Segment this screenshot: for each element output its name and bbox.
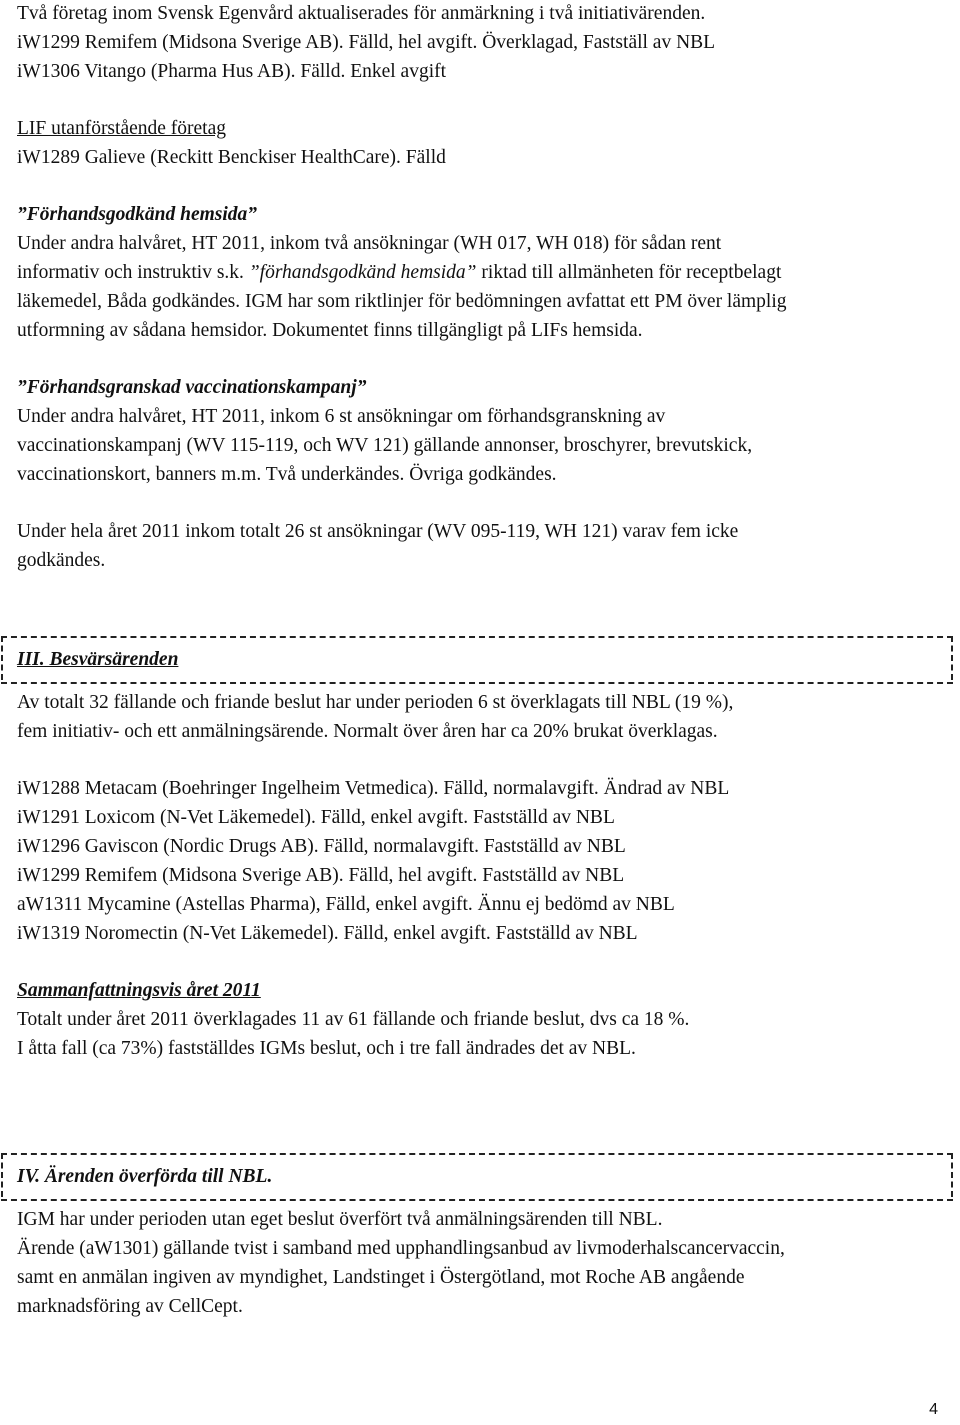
- list-item: aW1311 Mycamine (Astellas Pharma), Fälld, enkel avgift. Ännu ej bedömd av NBL: [17, 894, 675, 915]
- section-subheading: [17, 980, 261, 1002]
- list-item: iW1291 Loxicom (N-Vet Läkemedel). Fälld, enkel avgift. Fastställd av NBL: [17, 807, 615, 828]
- text-line: iW1306 Vitango (Pharma Hus AB). Fälld. Enkel avgift: [17, 61, 447, 82]
- text-line: samt en anmälan ingiven av myndighet, Landstinget i Östergötland, mot Roche AB angående: [17, 1267, 745, 1288]
- text-line: Två företag inom Svensk Egenvård aktualiserades för anmärkning i två initiativärenden.: [17, 3, 706, 24]
- section-heading: IV. Ärenden överförda till NBL.: [17, 1166, 273, 1187]
- list-item: iW1288 Metacam (Boehringer Ingelheim Vetmedica). Fälld, normalavgift. Ändrad av NBL: [17, 778, 730, 799]
- section-heading: III. Besvärsärenden: [17, 649, 179, 670]
- text-line: Av totalt 32 fällande och friande beslut har under perioden 6 st överklagats till NBL (19 %),: [17, 692, 734, 713]
- text-line: I åtta fall (ca 73%) fastställdes IGMs beslut, och i tre fall ändrades det av NBL.: [17, 1038, 636, 1059]
- text-line: Under andra halvåret, HT 2011, inkom 6 st ansökningar om förhandsgranskning av: [17, 406, 666, 427]
- list-item: iW1299 Remifem (Midsona Sverige AB). Fälld, hel avgift. Fastställd av NBL: [17, 865, 625, 886]
- text-line: [17, 262, 781, 284]
- text-line: utformning av sådana hemsidor. Dokumentet finns tillgängligt på LIFs hemsida.: [17, 320, 643, 341]
- text-line: Totalt under året 2011 överklagades 11 av 61 fällande och friande beslut, dvs ca 18 %.: [17, 1009, 690, 1030]
- text-line: iW1299 Remifem (Midsona Sverige AB). Fälld, hel avgift. Överklagad, Fastställ av NBL: [17, 32, 716, 53]
- text-line: vaccinationskort, banners m.m. Två underkändes. Övriga godkändes.: [17, 464, 557, 485]
- text-line: Ärende (aW1301) gällande tvist i samband med upphandlingsanbud av livmoderhalscancervaccin,: [17, 1238, 785, 1259]
- text-line: fem initiativ- och ett anmälningsärende. Normalt över åren har ca 20% brukat överklagas.: [17, 721, 718, 742]
- text-span: Sammanfattningsvis: [17, 980, 187, 1001]
- text-span: riktad till allmänheten för receptbelagt: [476, 262, 782, 283]
- text-line: Under andra halvåret, HT 2011, inkom två ansökningar (WH 017, WH 018) för sådan rent: [17, 233, 722, 254]
- list-item: iW1319 Noromectin (N-Vet Läkemedel). Fälld, enkel avgift. Fastställd av NBL: [17, 923, 638, 944]
- text-line: vaccinationskampanj (WV 115-119, och WV 121) gällande annonser, broschyrer, brevutskick,: [17, 435, 753, 456]
- section-subheading: ”Förhandsgranskad vaccinationskampanj”: [17, 377, 367, 398]
- text-line: marknadsföring av CellCept.: [17, 1296, 243, 1317]
- text-line: Under hela året 2011 inkom totalt 26 st ansökningar (WV 095-119, WH 121) varav fem icke: [17, 521, 739, 542]
- text-line: läkemedel, Båda godkändes. IGM har som riktlinjer för bedömningen avfattat ett PM över lämplig: [17, 291, 787, 312]
- list-item: iW1296 Gaviscon (Nordic Drugs AB). Fälld, normalavgift. Fastställd av NBL: [17, 836, 626, 857]
- text-span-italic: ”förhandsgodkänd hemsida”: [248, 262, 477, 283]
- page-number: 4: [929, 1401, 938, 1418]
- text-span: informativ och instruktiv s.k.: [17, 262, 249, 283]
- text-line: IGM har under perioden utan eget beslut överfört två anmälningsärenden till NBL.: [17, 1209, 663, 1230]
- text-line: iW1289 Galieve (Reckitt Benckiser HealthCare). Fälld: [17, 147, 446, 168]
- section-subheading: LIF utanförstående företag: [17, 118, 226, 139]
- section-subheading: ”Förhandsgodkänd hemsida”: [17, 204, 258, 225]
- text-line: godkändes.: [17, 550, 106, 571]
- text-span: året 2011: [186, 980, 261, 1001]
